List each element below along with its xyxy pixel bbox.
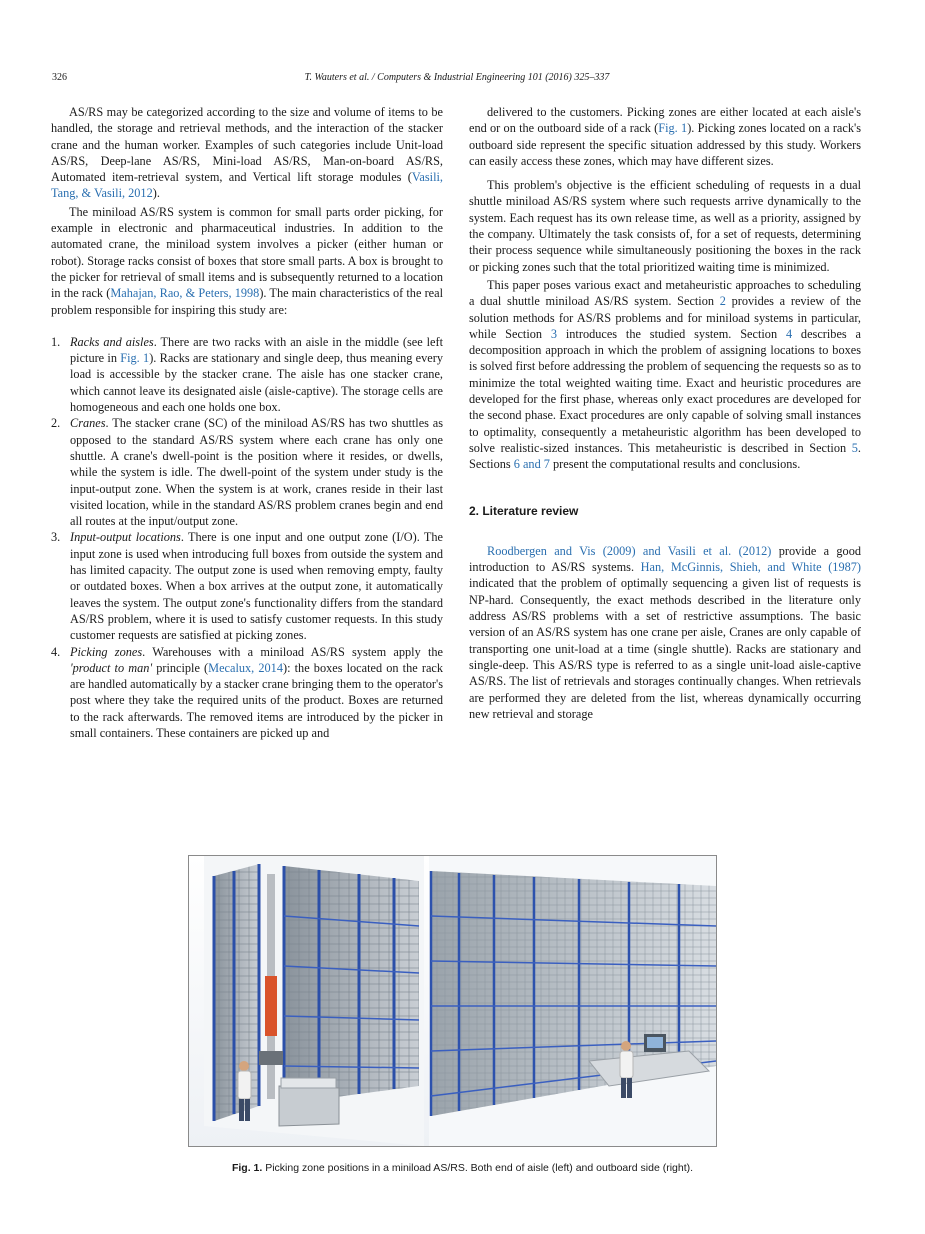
item-title: Cranes <box>70 416 106 431</box>
paragraph: The miniload AS/RS system is common for small parts order picking, for example in electronic and pharmaceutical industries. In addition to the automated crane, the miniload system involves a picker (either human or robot). Storage racks consist of boxes that store small parts. A box is brought to the picker for retrieval of small items and is subsequently returned to a location in the rack (Mahajan, Rao, & Peters, 1998). The main characteristics of the real problem responsible for inspiring this study are: <box>51 204 443 317</box>
right-column <box>469 104 861 722</box>
citation-link[interactable]: Vasili, Tang, & Vasili, 2012 <box>51 170 443 201</box>
paragraph: This paper poses various exact and metaheuristic approaches to scheduling a dual shuttle miniload AS/RS system. Section 2 provides a review of the solution methods for AS/RS problems and for miniload systems in particular, while Section 3 introduces the studied system. Section 4 describes a decomposition approach in which the problem of assigning locations to boxes is solved first before addressing the problem of sequencing the requests so as to minimize the total weighted waiting time. Exact and heuristic procedures are developed for the first phase, whereas only exact procedures are developed for the second phase. Exact procedures are only capable of solving small instances to optimality, consequently a metaheuristic algorithm has been developed to solve realistic-sized instances. This metaheuristic is described in Section 5. Sections 6 and 7 present the computational results and conclusions. <box>469 277 861 472</box>
citation-link[interactable]: Mahajan, Rao, & Peters, 1998 <box>110 286 260 301</box>
paragraph: AS/RS may be categorized according to the size and volume of items to be handled, the storage and retrieval methods, and the interaction of the stacker crane and the human worker. Examples of such categories include Unit-load AS/RS, Deep-lane AS/RS, Mini-load AS/RS, Man-on-board AS/RS, Automated item-retrieval system, and Vertical lift storage modules (Vasili, Tang, & Vasili, 2012). <box>51 105 443 201</box>
warehouse-illustration <box>189 856 716 1146</box>
caption-text: Picking zone positions in a miniload AS/RS. Both end of aisle (left) and outboard side (right). <box>262 1162 694 1174</box>
characteristics-list <box>51 334 443 741</box>
figure-caption <box>0 1162 925 1174</box>
paragraph: delivered to the customers. Picking zones are either located at each aisle's end or on the outboard side of a rack (Fig. 1). Picking zones located on a rack's outboard side represent the specific situation addressed by this study. Workers can easily access these zones, which may have different sizes. <box>469 105 862 168</box>
paragraph: This problem's objective is the efficient scheduling of requests in a dual shuttle miniload AS/RS system where such requests arrive dynamically to the system. Each request has its own release time, as well as a priority, assigned by the company. Ultimately the task consists of, for a set of requests, determining their process sequence while simultaneously positioning the boxes in the rack or picking zones such that the total prioritized waiting time is minimized. <box>469 178 861 274</box>
caption-label: Fig. 1. <box>231 1162 263 1174</box>
item-title: Input-output locations <box>70 530 181 545</box>
section-link[interactable]: 2 <box>719 294 726 309</box>
section-link[interactable]: 5 <box>851 440 858 455</box>
list-item: 4. Picking zones. Warehouses with a miniload AS/RS system apply the 'product to man' principle (Mecalux, 2014): the boxes located on the rack are handled automatically by a stacker crane bringing them to the operator's post where they take the required units of the product. Boxes are returned to the rack afterwards. The removed items are introduced by the picker in small containers. These containers are picked up and <box>51 644 444 740</box>
citation-link[interactable]: Mecalux, 2014 <box>208 660 283 675</box>
list-item: 3. Input-output locations. There is one input and one output zone (I/O). The input zone is used when introducing full boxes from outside the system and has limited capacity. The output zone is used when removing empty, faulty or outdated boxes. When a box arrives at the output zone, it automatically leaves the system. The output zone's functionality differs from the standard AS/RS problem, where it is used to satisfy customer requests. In this study customer requests are satisfied at picking zones. <box>51 530 444 643</box>
section-heading: 2. Literature review <box>469 503 579 518</box>
end-of-aisle-scene <box>204 856 424 1146</box>
item-title: Picking zones <box>70 644 143 659</box>
section-link[interactable]: 6 and 7 <box>513 457 550 472</box>
outboard-side-scene <box>429 856 716 1146</box>
page-header <box>52 72 862 88</box>
section-link[interactable]: 3 <box>550 326 558 341</box>
page-number: 326 <box>52 72 67 83</box>
figure-link[interactable]: Fig. 1 <box>120 351 150 366</box>
paragraph: Roodbergen and Vis (2009) and Vasili et al. (2012) provide a good introduction to AS/RS systems. Han, McGinnis, Shieh, and White (1987) indicated that the problem of optimally sequencing a given list of requests is NP-hard. Consequently, the exact methods described in the literature only address AS/RS problems with a set of restrictive assumptions. The basic version of an AS/RS system has one crane per aisle, Cranes are only capable of transporting one unit-load at a time (single shuttle). Racks are stationary and single-deep. This AS/RS type is referred to as a single unit-load aisle-captive AS/RS. The list of retrievals and storages continually changes. When retrievals are performed they are deleted from the list, whereas dynamically occurring new retrieval and storage <box>469 543 861 721</box>
running-head: T. Wauters et al. / Computers & Industrial Engineering 101 (2016) 325–337 <box>304 72 610 83</box>
figure-link[interactable]: Fig. 1 <box>658 121 688 136</box>
section-link[interactable]: 4 <box>785 326 793 341</box>
citation-link[interactable]: Han, McGinnis, Shieh, and White (1987) <box>640 560 861 575</box>
list-item: 1. Racks and aisles. There are two racks with an aisle in the middle (see left picture in Fig. 1). Racks are stationary and single deep, thus meaning every load is accessible by the stacker crane. The aisle has one stacker crane, which cannot leave its designated aisle (aisle-captive). The storage cells are homogeneous and each one holds one box. <box>51 334 444 415</box>
left-column <box>51 104 443 741</box>
citation-link[interactable]: Roodbergen and Vis (2009) and Vasili et al. (2012) <box>487 543 772 558</box>
item-title: Racks and aisles <box>70 334 154 349</box>
list-item: 2. Cranes. The stacker crane (SC) of the miniload AS/RS has two shuttles as opposed to the standard AS/RS system where each crane has only one shuttle. A crane's dwell-point is the position where it resides, or dwells, while the system is idle. The dwell-point of the system under study is the input-output zone. When the system is at work, cranes reside in their last visited location, while in the standard AS/RS problem cranes begin and end all routes at the input/output zone. <box>51 416 443 529</box>
figure-1 <box>188 855 717 1147</box>
